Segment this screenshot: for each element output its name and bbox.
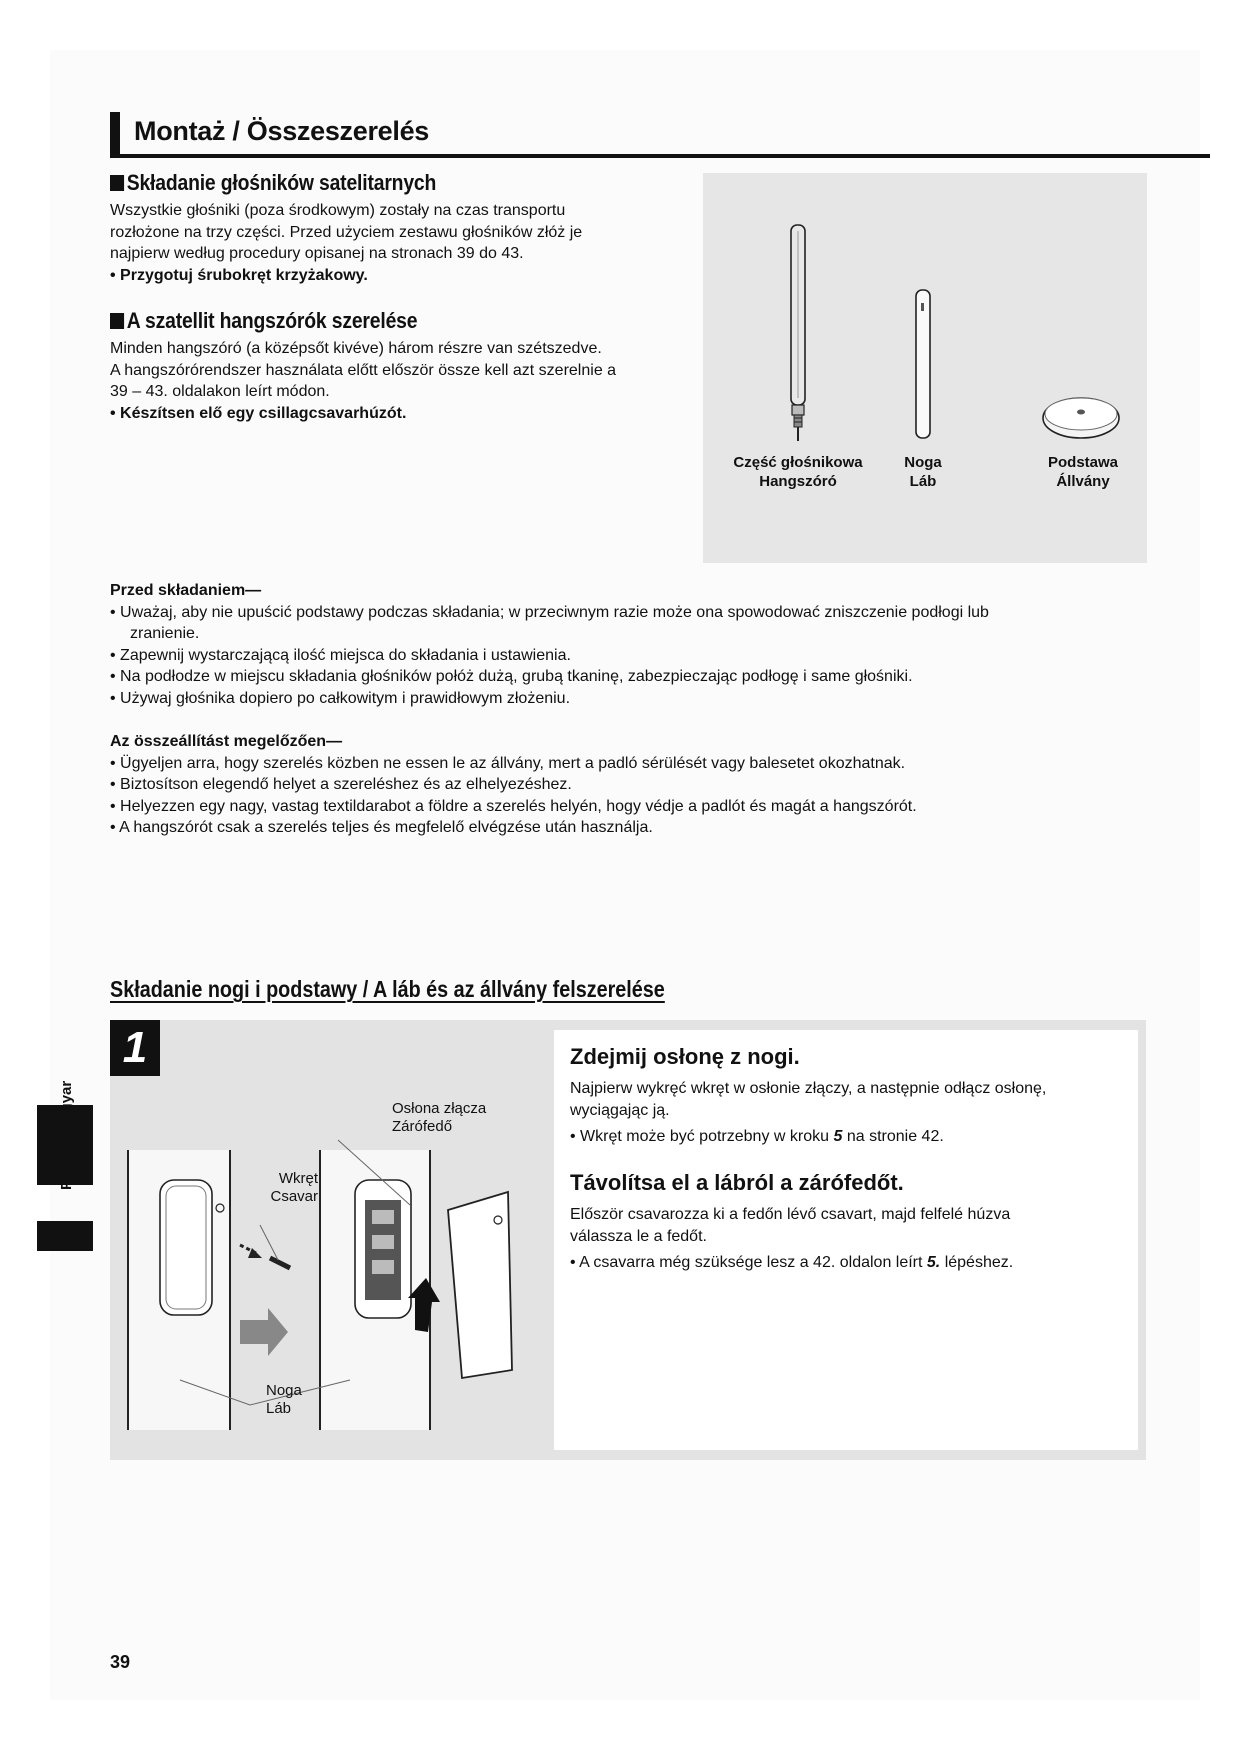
leg-tube-left-icon [128,1150,230,1430]
note-item: • Na podłodze w miejscu składania głośników połóż dużą, grubą tkaninę, zabezpieczając podłogę i same głośniki. [110,668,913,685]
text-line: Minden hangszóró (a középsőt kivéve) három részre van szétszedve. [110,340,602,357]
label-hu: Zárófedő [392,1118,453,1135]
cover-label [392,1100,486,1136]
text-line: A hangszórórendszer használata előtt először össze kell azt szerelnie a [110,361,617,379]
label-pl: Wkręt [278,1170,318,1187]
leg-label [266,1382,302,1418]
step-instructions-hu [570,1170,1130,1274]
step-number: 1 [110,1020,160,1076]
part-label-speaker [723,453,873,491]
text-line: 39 – 43. oldalakon leírt módon. [110,383,330,400]
note-item-continued: zranienie. [130,625,200,642]
notes-pl [110,580,1110,709]
section-heading-hu-text: A szatellit hangszórók szerelése [126,308,418,333]
parts-illustration [703,173,1147,563]
tab-block-bottom [37,1221,93,1251]
part-label-hu: Hangszóró [759,473,837,490]
step-note-hu [570,1252,1130,1274]
label-hu: Láb [266,1400,292,1417]
note-text: • Wkręt może być potrzebny w kroku [570,1128,830,1145]
note-item: • Biztosítson elegendő helyet a szereléshez és az elhelyezéshez. [110,776,572,793]
note-text: • A csavarra még szüksége lesz a 42. oldalon leírt [570,1254,923,1271]
note-item: • Uważaj, aby nie upuścić podstawy podczas składania; w przeciwnym razie może ona spowodować zniszczenie podłogi lub [110,603,989,621]
base-icon [1043,398,1119,438]
step-text-pl [570,1078,1130,1148]
text-line: wyciągając ją. [570,1101,670,1119]
step-1-box [110,1020,1146,1460]
step-heading-pl: Zdejmij osłonę z nogi. [570,1044,800,1069]
page-title-bar [110,112,1210,158]
section-heading-pl-text: Składanie głośników satelitarnych [126,170,437,195]
leg-icon [916,290,930,438]
step-1-text-panel [554,1030,1138,1450]
title-marker [110,112,120,158]
tool-note-hu: • Készítsen elő egy csillagcsavarhúzót. [110,404,407,422]
title-rule [110,154,1210,158]
screw-icon [240,1245,290,1268]
label-pl: Noga [266,1382,302,1399]
part-label-leg [888,453,958,491]
note-item: • Ügyeljen arra, hogy szerelés közben ne essen le az állvány, mert a padló sérülését vagy balesetet okozhatnak. [110,754,906,772]
note-item: • A hangszórót csak a szerelés teljes és megfelelő elvégzése után használja. [110,819,653,836]
section-heading-hu [110,308,417,334]
leg-tube-right-icon [320,1150,430,1430]
parts-figure [703,173,1147,563]
page-title: Montaż / Összeszerelés [134,116,430,146]
text-line: najpierw według procedury opisanej na stronach 39 do 43. [110,245,524,262]
part-label-pl: Część głośnikowa [733,454,863,471]
label-pl: Osłona złącza [392,1100,487,1117]
part-label-pl: Podstawa [1047,454,1119,471]
step-note-pl [570,1126,1130,1148]
note-item: • Zapewnij wystarczającą ilość miejsca do składania i ustawienia. [110,646,571,664]
note-item: • Używaj głośnika dopiero po całkowitym i prawidłowym złożeniu. [110,689,571,707]
part-label-pl: Noga [904,454,942,471]
step-ref: 5. [926,1254,941,1271]
part-label-base [1033,453,1133,491]
speaker-part-icon [791,225,805,441]
notes-hu [110,731,1110,839]
step-instructions-pl [570,1044,1130,1148]
square-bullet-icon [110,175,124,191]
text-line: rozłożone na trzy części. Przed użyciem zestawu głośników złóż je [110,223,583,241]
notes-heading-hu: Az összeállítást megelőzően— [110,733,343,750]
notes-heading-pl: Przed składaniem— [110,582,262,599]
step-text-hu [570,1204,1130,1274]
note-item: • Helyezzen egy nagy, vastag textildarabot a földre a szerelés helyén, hogy védje a padlót és magát a hangszórót. [110,797,917,815]
connector-cover-icon [448,1192,512,1378]
page-number: 39 [110,1652,131,1672]
step-ref: 5 [833,1128,843,1145]
label-hu: Csavar [270,1188,318,1205]
part-label-hu: Láb [909,473,937,490]
text-line: Wszystkie głośniki (poza środkowym) zostały na czas transportu [110,202,566,219]
subsection-heading: Składanie nogi i podstawy / A láb és az állvány felszerelése [110,976,665,1002]
screw-label [258,1170,318,1206]
square-bullet-icon [110,313,124,329]
note-text: na stronie 42. [846,1128,944,1145]
language-tab-label: Polski / Magyar [58,1080,75,1190]
section-body-pl [110,200,690,286]
note-text: lépéshez. [944,1254,1014,1271]
tool-note-pl: • Przygotuj śrubokręt krzyżakowy. [110,266,368,284]
part-label-hu: Állvány [1056,473,1110,490]
leader-line [260,1225,278,1260]
step-heading-hu: Távolítsa el a lábról a zárófedőt. [570,1170,904,1195]
section-heading-pl [110,170,436,196]
text-line: Először csavarozza ki a fedőn lévő csavart, majd felfelé húzva [570,1206,1011,1223]
text-line: válassza le a fedőt. [570,1227,707,1245]
text-line: Najpierw wykręć wkręt w osłonie złączy, a następnie odłącz osłonę, [570,1080,1047,1097]
direction-arrow-icon [240,1308,288,1356]
section-body-hu [110,338,700,424]
